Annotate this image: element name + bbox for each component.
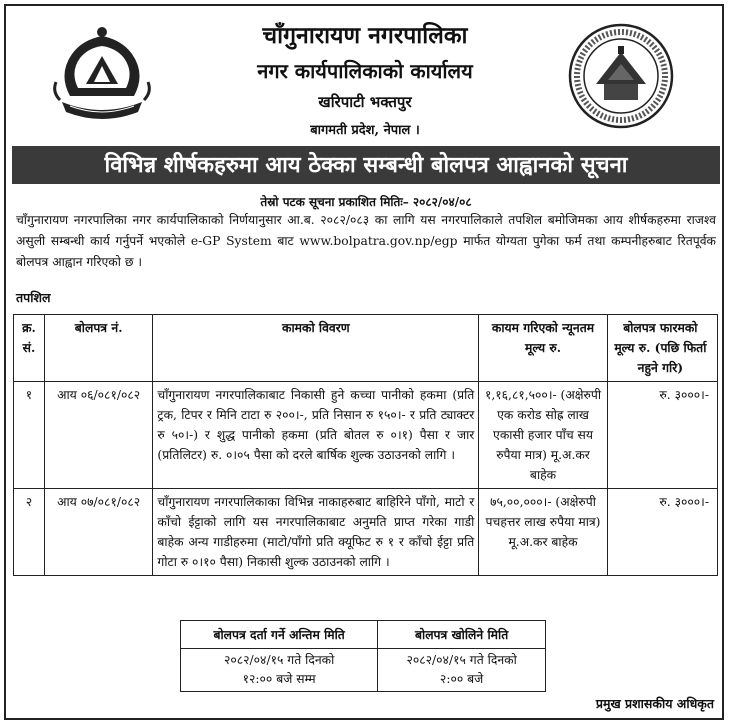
row-description: चाँगुनारायण नगरपालिकाका विभिन्न नाकाहरुबाट बाहिरिने पाँगो, माटो र काँचो ईट्टाको लागि यस नगरपालिकाबाट अनुमति प्राप्त गरेका गाडी बाहेक अन्य गाडीहरुमा (माटो/पाँगो प्रति क्यूफिट रु १ र काँचो ईट्टा प्रति गोटा रु ०।१० पैसा) निकासी शुल्क उठाउनको लागि । xyxy=(153,489,479,576)
office-location: खरिपाटी भक्तपुर xyxy=(318,93,412,111)
row-form-fee: रु. ३०००।- xyxy=(607,382,717,489)
office-name: चाँगुनारायण नगरपालिका xyxy=(262,22,468,49)
publication-date: तेस्रो पटक सूचना प्रकाशित मितिः– २०८२/०४/०८ xyxy=(260,195,472,209)
open-date-line2: २:०० बजे xyxy=(439,672,484,686)
intro-paragraph: चाँगुनारायण नगरपालिका नगर कार्यपालिकाको निर्णयानुसार आ.ब. २०८२/०८३ का लागि यस नगरपालिकाले तपशिल बमोजिमका आय शीर्षकहरुमा राजश्व असुली सम्बन्धी कार्य गर्नुपर्ने भएकोले e-GP System बाट www.bolpatra.gov.np/egp मार्फत योग्यता पुगेका फर्म तथा कम्पनीहरुबाट रितपूर्वक बोलपत्र आह्वान गरिएको छ । xyxy=(16,213,716,269)
notice-title-banner: विभिन्न शीर्षकहरुमा आय ठेक्का सम्बन्धी बोलपत्र आह्वानको सूचना xyxy=(12,146,720,184)
row-min-amount: १,१६,८१,५००।- (अक्षेरुपी एक करोड सोह्र लाख एकासी हजार पाँच सय रुपैया मात्र) मू.अ.कर बाहेक xyxy=(479,382,607,489)
dates-table xyxy=(180,620,546,692)
table-row xyxy=(14,382,718,489)
office-subname: नगर कार्यपालिकाको कार्यालय xyxy=(257,59,473,83)
col-description-header: कामको विवरण xyxy=(153,315,479,382)
col-form-fee-header: बोलपत्र फारमको मूल्य रु. (पछि फिर्ता नहुने गरि) xyxy=(607,315,717,382)
col-min-amount-header: कायम गरिएको न्यूनतम मूल्य रु. xyxy=(479,315,607,382)
row-bid-no: आय ०६/०८१/०८२ xyxy=(44,382,153,489)
municipality-seal-icon xyxy=(566,22,676,130)
dates-row xyxy=(181,649,546,692)
table-header-row xyxy=(14,315,718,382)
table-heading: तपशिल xyxy=(16,290,51,305)
bid-table xyxy=(13,314,718,576)
row-description: चाँगुनारायण नगरपालिकाबाट निकासी हुने कच्चा पानीको हकमा (प्रति ट्रक, टिपर र मिनि टाटा रु २००।-, प्रति निसान रु १५०।- र प्रति ट्याक्टर रु ५०।-) र शुद्ध पानीको हकमा (प्रति बोतल रु ०।१) पैसा र जार (प्रतिलिटर) रु. ०।०५ पैसा को दरले बार्षिक शुल्क उठाउनको लागि । xyxy=(153,382,479,489)
open-date-line1: २०८२/०४/१५ गते दिनको xyxy=(406,653,517,667)
row-form-fee: रु. ३०००।- xyxy=(607,489,717,576)
last-date-line2: १२:०० बजे सम्म xyxy=(242,672,316,686)
open-date-header: बोलपत्र खोलिने मिति xyxy=(378,621,546,649)
office-province: बागमती प्रदेश, नेपाल । xyxy=(310,123,420,138)
col-bid-no-header: बोलपत्र नं. xyxy=(44,315,153,382)
last-date-line1: २०८२/०४/१५ गते दिनको xyxy=(223,653,335,667)
open-date-value xyxy=(378,649,546,692)
row-min-amount: ७५,००,०००।- (अक्षेरुपी पचहत्तर लाख रुपैया मात्र) मू.अ.कर बाहेक xyxy=(479,489,607,576)
table-row xyxy=(14,489,718,576)
last-date-value xyxy=(181,649,378,692)
row-sn: २ xyxy=(14,489,45,576)
row-bid-no: आय ०७/०८१/०८२ xyxy=(44,489,153,576)
nepal-emblem-icon xyxy=(48,22,156,126)
col-sn-header: क्र. सं. xyxy=(14,315,45,382)
row-sn: १ xyxy=(14,382,45,489)
dates-header-row xyxy=(181,621,546,649)
last-date-header: बोलपत्र दर्ता गर्ने अन्तिम मिति xyxy=(181,621,378,649)
signature-title: प्रमुख प्रशासकीय अधिकृत xyxy=(595,696,714,711)
